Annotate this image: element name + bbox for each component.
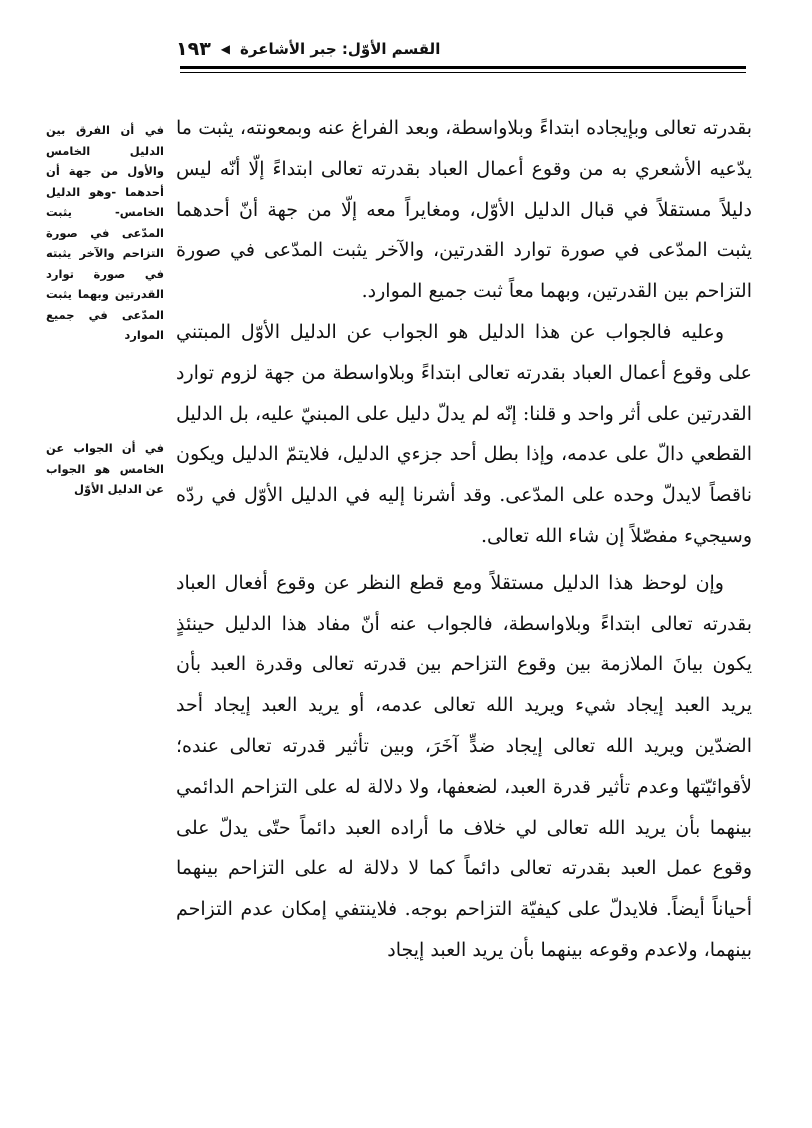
running-title: القسم الأوّل: جبر الأشاعرة — [240, 40, 441, 58]
margin-note-1: في أن الفرق بين الدليل الخامس والأول من جهة أن أحدهما -وهو الدليل الخامس- يثبت المدّعى في صورة التزاحم والآخر يثبته في صورة توارد القدرتين وبهما يثبت المدّعى في جميع الموارد — [46, 123, 164, 342]
paragraph-2: وعليه فالجواب عن هذا الدليل هو الجواب عن الدليل الأوّل المبتني على وقوع أعمال العباد بقدرته تعالى ابتداءً وبلاواسطة من جهة لزوم توارد القدرتين على أثر واحد و قلنا: إنّه لم يدلّ دليل على المبنيّ عليه، بل الدليل القطعي دالّ على عدمه، وإذا بطل أحد جزءي الدليل، فلايتمّ الدليل ويكون ناقصاً لايدلّ وحده على المدّعى. وقد أشرنا إليه في الدليل الأوّل في ردّه وسيجيء مفصّلاً إن شاء الله تعالى. — [176, 320, 752, 547]
margin-note-2: في أن الجواب عن الخامس هو الجواب عن الدليل الأوّل — [46, 441, 164, 496]
paragraph-1: بقدرته تعالى وبإيجاده ابتداءً وبلاواسطة، وبعد الفراغ عنه وبمعونته، يثبت ما يدّعيه الأشعري به من وقوع أعمال العباد بقدرته تعالى ابتداءً إلّا أنّه ليس دليلاً مستقلاً في قبال الدليل الأوّل، ومغايراً معه إلّا من جهة أنّ أحدهما يثبت المدّعى في صورة توارد القدرتين، والآخر يثبت المدّعى في صورة التزاحم بين القدرتين، وبهما معاً ثبت جميع الموارد. — [176, 117, 752, 303]
main-text — [176, 108, 752, 971]
header-rule-thin — [180, 72, 746, 73]
paragraph-3: وإن لوحظ هذا الدليل مستقلاً ومع قطع النظر عن وقوع أفعال العباد بقدرته تعالى ابتداءً وبلاواسطة، فالجواب عنه أنّ مفاد هذا الدليل حينئذٍ يكون بيانَ الملازمة بين وقوع التزاحم بين قدرته تعالى وقدرة العبد بأن يريد العبد إيجاد شيء ويريد الله تعالى عدمه، أو يريد العبد إيجاد أحد الضدّين ويريد الله تعالى إيجاد ضدٍّ آخَرَ، وبين تأثير قدرته تعالى عنده؛ لأقوائيّتها وعدم تأثير قدرة العبد، لضعفها، ولا دلالة له على التزاحم الدائمي بينهما بأن يريد الله تعالى لي خلاف ما أراده العبد دائماً حتّى يدلّ على وقوع عمل العبد بقدرته تعالى دائماً كما لا دلالة له على التزاحم بينهما أحياناً أيضاً. فلايدلّ على كيفيّة التزاحم بوجه. فلاينتفي إمكان عدم التزاحم بينهما، ولاعدم وقوعه بينهما بأن يريد العبد إيجاد — [176, 571, 752, 961]
page-header — [176, 36, 752, 62]
header-rule-thick — [180, 66, 746, 69]
arrow-left-icon: ◀ — [220, 42, 231, 56]
page-number: ١٩٣ — [176, 38, 211, 60]
